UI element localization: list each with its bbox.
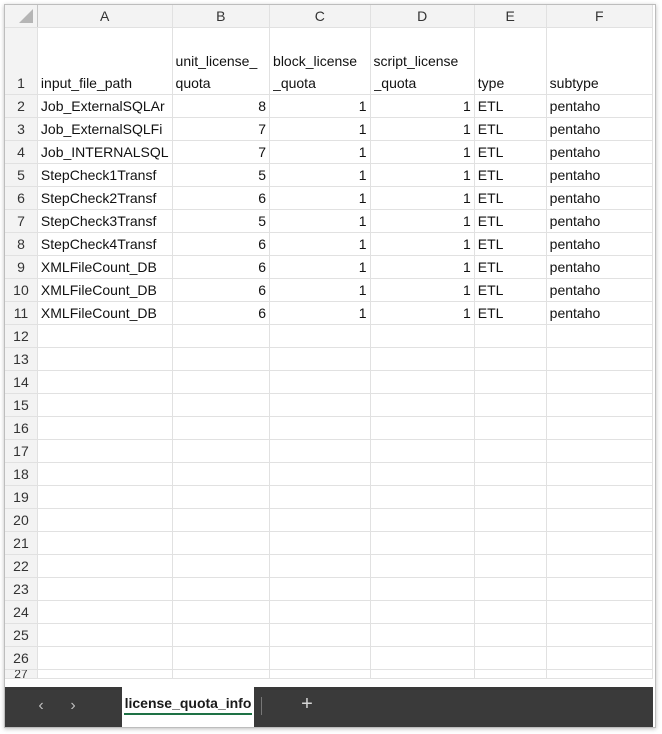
row-header[interactable]: 17 [5,440,37,463]
empty-cell[interactable] [370,532,474,555]
cell-subtype[interactable]: pentaho [546,233,652,256]
row-header[interactable]: 2 [5,95,37,118]
empty-cell[interactable] [474,601,546,624]
empty-cell[interactable] [474,325,546,348]
empty-cell[interactable] [370,348,474,371]
row-header[interactable]: 13 [5,348,37,371]
cell-script-license-quota[interactable]: 1 [370,118,474,141]
cell-subtype[interactable]: pentaho [546,302,652,325]
empty-cell[interactable] [37,670,172,679]
column-header-a[interactable]: A [37,5,172,28]
empty-cell[interactable] [546,670,652,679]
cell-block-license-quota[interactable]: 1 [270,164,370,187]
empty-cell[interactable] [474,417,546,440]
table-row [5,670,653,679]
column-header-e[interactable]: E [474,5,546,28]
empty-cell[interactable] [546,555,652,578]
header-cell-line1: script_license [373,53,459,69]
table-row [5,624,653,647]
cell-type[interactable]: ETL [474,233,546,256]
cell-input-file-path[interactable]: XMLFileCount_DB [37,302,172,325]
empty-cell[interactable] [474,509,546,532]
empty-cell[interactable] [546,647,652,670]
empty-cell[interactable] [546,394,652,417]
empty-cell[interactable] [270,394,370,417]
empty-cell[interactable] [270,371,370,394]
cell-subtype[interactable]: pentaho [546,256,652,279]
empty-cell[interactable] [370,417,474,440]
table-row [5,394,653,417]
empty-cell[interactable] [37,325,172,348]
table-row [5,164,653,187]
row-header[interactable]: 14 [5,371,37,394]
empty-cell[interactable] [172,670,270,679]
table-row [5,555,653,578]
cell-unit-license-quota[interactable]: 6 [172,279,270,302]
row-header[interactable]: 12 [5,325,37,348]
empty-cell[interactable] [172,509,270,532]
chevron-left-icon[interactable]: ‹ [38,697,44,714]
empty-cell[interactable] [172,371,270,394]
empty-cell[interactable] [474,440,546,463]
empty-cell[interactable] [474,578,546,601]
cell-script-license-quota[interactable]: 1 [370,141,474,164]
empty-cell[interactable] [270,463,370,486]
header-cell-line1: unit_license_ [175,53,258,69]
empty-cell[interactable] [37,532,172,555]
header-cell-line2: quota [175,75,211,91]
empty-cell[interactable] [546,486,652,509]
cell-type[interactable]: ETL [474,256,546,279]
empty-cell[interactable] [37,647,172,670]
cell-script-license-quota[interactable]: 1 [370,95,474,118]
cell-block-license-quota[interactable]: 1 [270,95,370,118]
column-header-c[interactable]: C [270,5,370,28]
header-cell[interactable] [474,28,546,95]
cell-script-license-quota[interactable]: 1 [370,210,474,233]
row-header[interactable]: 24 [5,601,37,624]
cell-subtype[interactable]: pentaho [546,279,652,302]
cell-script-license-quota[interactable]: 1 [370,187,474,210]
empty-cell[interactable] [546,532,652,555]
cell-input-file-path[interactable]: Job_ExternalSQLAr [37,95,172,118]
plus-icon[interactable]: + [301,693,313,715]
empty-cell[interactable] [37,463,172,486]
table-row [5,118,653,141]
table-row [5,233,653,256]
empty-cell[interactable] [270,486,370,509]
empty-cell[interactable] [37,486,172,509]
empty-cell[interactable] [474,647,546,670]
table-row [5,532,653,555]
table-row [5,302,653,325]
empty-cell[interactable] [474,624,546,647]
column-header-f[interactable]: F [546,5,652,28]
table-row [5,417,653,440]
row-header[interactable]: 22 [5,555,37,578]
empty-cell[interactable] [474,555,546,578]
empty-cell[interactable] [270,325,370,348]
row-header[interactable]: 19 [5,486,37,509]
header-cell-line2: subtype [549,75,599,91]
empty-cell[interactable] [270,601,370,624]
empty-cell[interactable] [270,647,370,670]
table-row [5,601,653,624]
empty-cell[interactable] [546,601,652,624]
table-row [5,256,653,279]
row-header[interactable]: 15 [5,394,37,417]
empty-cell[interactable] [370,624,474,647]
cell-block-license-quota[interactable]: 1 [270,118,370,141]
row-header[interactable]: 25 [5,624,37,647]
table-row [5,95,653,118]
empty-cell[interactable] [37,371,172,394]
cell-subtype[interactable]: pentaho [546,141,652,164]
cell-block-license-quota[interactable]: 1 [270,302,370,325]
empty-cell[interactable] [270,348,370,371]
row-header[interactable]: 8 [5,233,37,256]
row-header[interactable]: 7 [5,210,37,233]
sheet-tab-license-quota-info[interactable] [122,687,254,727]
header-cell[interactable] [37,28,172,95]
empty-cell[interactable] [37,624,172,647]
row-header[interactable]: 11 [5,302,37,325]
cell-block-license-quota[interactable]: 1 [270,233,370,256]
empty-cell[interactable] [270,417,370,440]
cell-script-license-quota[interactable]: 1 [370,164,474,187]
row-header[interactable]: 10 [5,279,37,302]
row-header[interactable]: 23 [5,578,37,601]
cell-input-file-path[interactable]: StepCheck3Transf [37,210,172,233]
cell-script-license-quota[interactable]: 1 [370,302,474,325]
header-cell-line1: block_license [273,53,358,69]
table-row [5,348,653,371]
header-cell-line2: _quota [373,75,417,91]
empty-cell[interactable] [37,440,172,463]
header-cell-line1 [478,50,543,72]
header-cell-line2: type [477,75,505,91]
cell-input-file-path[interactable]: Job_INTERNALSQL [37,141,172,164]
select-all-corner[interactable] [5,5,37,28]
cell-block-license-quota[interactable]: 1 [270,187,370,210]
row-header[interactable]: 6 [5,187,37,210]
header-cell-line1 [550,50,649,72]
table-row [5,486,653,509]
empty-cell[interactable] [370,670,474,679]
cell-unit-license-quota[interactable]: 8 [172,95,270,118]
cell-block-license-quota[interactable]: 1 [270,279,370,302]
empty-cell[interactable] [474,670,546,679]
column-header-row [5,5,653,28]
empty-cell[interactable] [370,463,474,486]
table-row [5,141,653,164]
chevron-right-icon[interactable]: › [70,697,76,714]
cell-input-file-path[interactable]: XMLFileCount_DB [37,279,172,302]
row-header[interactable]: 21 [5,532,37,555]
empty-cell[interactable] [370,394,474,417]
empty-cell[interactable] [270,440,370,463]
empty-cell[interactable] [172,624,270,647]
cell-block-license-quota[interactable]: 1 [270,141,370,164]
empty-cell[interactable] [172,555,270,578]
cell-script-license-quota[interactable]: 1 [370,233,474,256]
cell-script-license-quota[interactable]: 1 [370,279,474,302]
table-row [5,187,653,210]
empty-cell[interactable] [37,509,172,532]
row-header[interactable]: 20 [5,509,37,532]
header-cell-line2: input_file_path [40,75,132,91]
empty-cell[interactable] [270,555,370,578]
table-row [5,210,653,233]
empty-cell[interactable] [546,325,652,348]
empty-cell[interactable] [270,509,370,532]
header-cell-line2: _quota [273,75,316,91]
cell-subtype[interactable]: pentaho [546,210,652,233]
sheet-tab-bar [5,687,653,727]
empty-cell[interactable] [172,348,270,371]
row-header[interactable]: 9 [5,256,37,279]
header-cell[interactable] [370,28,474,95]
row-header[interactable]: 4 [5,141,37,164]
empty-cell[interactable] [172,578,270,601]
table-row [5,279,653,302]
cell-subtype[interactable]: pentaho [546,118,652,141]
cell-type[interactable]: ETL [474,141,546,164]
cell-type[interactable]: ETL [474,279,546,302]
empty-cell[interactable] [370,371,474,394]
empty-cell[interactable] [37,394,172,417]
empty-cell[interactable] [546,509,652,532]
empty-cell[interactable] [370,555,474,578]
cell-script-license-quota[interactable]: 1 [370,256,474,279]
row-header[interactable]: 27 [5,670,37,679]
row-header[interactable]: 18 [5,463,37,486]
tab-separator [261,697,262,715]
empty-cell[interactable] [37,417,172,440]
empty-cell[interactable] [546,348,652,371]
sheet-tab-label: license_quota_info [124,695,253,715]
empty-cell[interactable] [172,440,270,463]
row-header[interactable]: 5 [5,164,37,187]
empty-cell[interactable] [370,578,474,601]
empty-cell[interactable] [370,325,474,348]
cell-type[interactable]: ETL [474,118,546,141]
empty-cell[interactable] [370,647,474,670]
empty-cell[interactable] [172,417,270,440]
empty-cell[interactable] [546,440,652,463]
cell-unit-license-quota[interactable]: 5 [172,210,270,233]
empty-cell[interactable] [172,601,270,624]
empty-cell[interactable] [37,348,172,371]
row-header[interactable]: 26 [5,647,37,670]
cell-type[interactable]: ETL [474,302,546,325]
sheet-table [5,5,653,679]
empty-cell[interactable] [370,509,474,532]
table-row [5,578,653,601]
empty-cell[interactable] [370,601,474,624]
empty-cell[interactable] [474,532,546,555]
empty-cell[interactable] [370,440,474,463]
empty-cell[interactable] [37,555,172,578]
cell-block-license-quota[interactable]: 1 [270,256,370,279]
empty-cell[interactable] [474,348,546,371]
cell-block-license-quota[interactable]: 1 [270,210,370,233]
cell-unit-license-quota[interactable]: 6 [172,187,270,210]
empty-cell[interactable] [37,601,172,624]
cell-unit-license-quota[interactable]: 7 [172,141,270,164]
empty-cell[interactable] [474,486,546,509]
empty-cell[interactable] [546,371,652,394]
header-cell[interactable] [172,28,270,95]
empty-cell[interactable] [546,463,652,486]
table-row [5,28,653,95]
empty-cell[interactable] [172,463,270,486]
empty-cell[interactable] [172,486,270,509]
empty-cell[interactable] [270,624,370,647]
cell-unit-license-quota[interactable]: 6 [172,256,270,279]
cell-unit-license-quota[interactable]: 6 [172,302,270,325]
empty-cell[interactable] [546,624,652,647]
row-header[interactable]: 1 [5,28,37,95]
cell-subtype[interactable]: pentaho [546,187,652,210]
cell-subtype[interactable]: pentaho [546,95,652,118]
empty-cell[interactable] [474,463,546,486]
cell-type[interactable]: ETL [474,95,546,118]
empty-cell[interactable] [37,578,172,601]
cell-type[interactable]: ETL [474,164,546,187]
empty-cell[interactable] [546,417,652,440]
select-all-icon [19,9,33,23]
cell-input-file-path[interactable]: Job_ExternalSQLFi [37,118,172,141]
cell-unit-license-quota[interactable]: 7 [172,118,270,141]
cell-unit-license-quota[interactable]: 5 [172,164,270,187]
empty-cell[interactable] [172,394,270,417]
header-cell[interactable] [270,28,370,95]
table-row [5,509,653,532]
table-row [5,440,653,463]
cell-type[interactable]: ETL [474,187,546,210]
empty-cell[interactable] [172,532,270,555]
header-cell-line1 [41,50,169,72]
row-header[interactable]: 16 [5,417,37,440]
column-header-b[interactable]: B [172,5,270,28]
spreadsheet-window [4,4,656,728]
empty-cell[interactable] [270,578,370,601]
cell-input-file-path[interactable]: StepCheck1Transf [37,164,172,187]
header-cell[interactable] [546,28,652,95]
cell-unit-license-quota[interactable]: 6 [172,233,270,256]
empty-cell[interactable] [546,578,652,601]
empty-cell[interactable] [172,647,270,670]
table-row [5,647,653,670]
sheet-grid [5,5,653,687]
cell-input-file-path[interactable]: XMLFileCount_DB [37,256,172,279]
table-row [5,371,653,394]
cell-subtype[interactable]: pentaho [546,164,652,187]
empty-cell[interactable] [172,325,270,348]
cell-input-file-path[interactable]: StepCheck2Transf [37,187,172,210]
empty-cell[interactable] [270,532,370,555]
column-header-d[interactable]: D [370,5,474,28]
table-row [5,463,653,486]
empty-cell[interactable] [370,486,474,509]
cell-type[interactable]: ETL [474,210,546,233]
empty-cell[interactable] [474,394,546,417]
empty-cell[interactable] [474,371,546,394]
row-header[interactable]: 3 [5,118,37,141]
cell-input-file-path[interactable]: StepCheck4Transf [37,233,172,256]
table-row [5,325,653,348]
empty-cell[interactable] [270,670,370,679]
